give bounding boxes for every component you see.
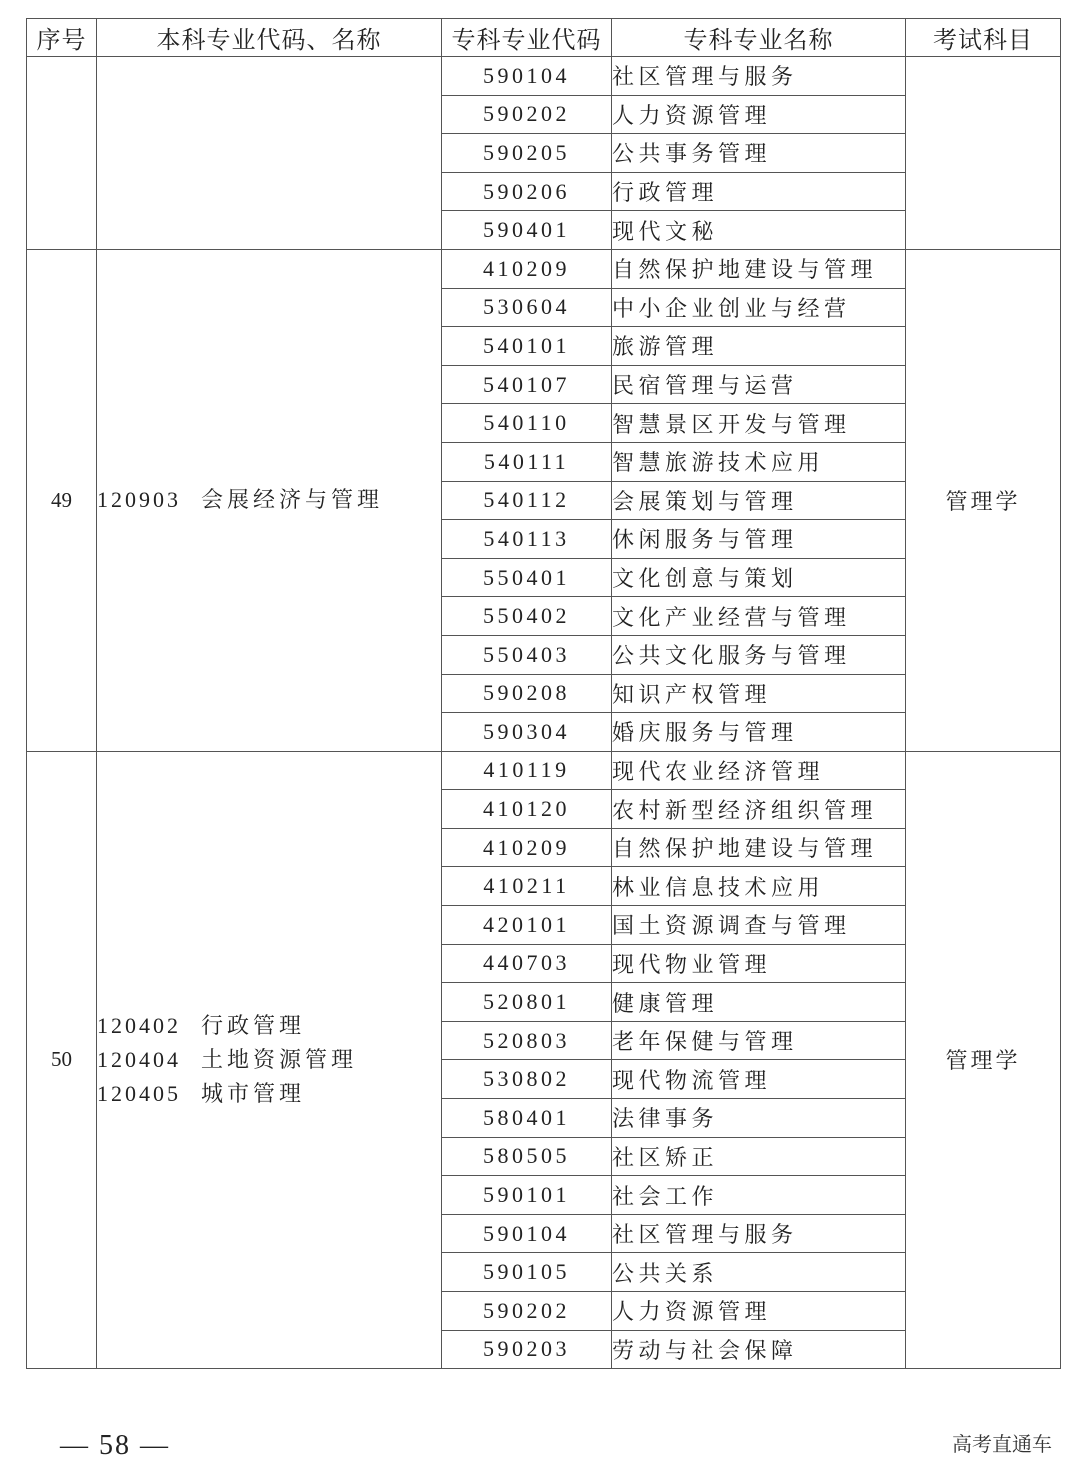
header-seq: 序号: [27, 19, 97, 57]
seq-cell: [27, 57, 97, 250]
seq-cell: 49: [27, 249, 97, 751]
exam-subject: 管理学: [906, 249, 1061, 751]
undergrad-major: [97, 1077, 441, 1111]
header-row: [27, 19, 1061, 57]
vocational-code: 590105: [442, 1253, 612, 1292]
vocational-name: 国土资源调查与管理: [612, 906, 906, 945]
vocational-name: 智慧旅游技术应用: [612, 442, 906, 481]
vocational-code: 590202: [442, 1292, 612, 1331]
undergrad-major: [97, 1043, 441, 1077]
table-row: [27, 57, 1061, 96]
undergrad-code: 120402: [97, 1012, 181, 1038]
vocational-name: 中小企业创业与经营: [612, 288, 906, 327]
undergrad-name: 城市管理: [201, 1081, 306, 1107]
vocational-code: 520801: [442, 983, 612, 1022]
vocational-code: 420101: [442, 906, 612, 945]
undergrad-cell: [97, 57, 442, 250]
vocational-code: 590304: [442, 713, 612, 752]
watermark: 高考直通车: [952, 1432, 1052, 1456]
undergrad-code: 120404: [97, 1046, 181, 1072]
vocational-code: 410209: [442, 249, 612, 288]
vocational-name: 社区矫正: [612, 1137, 906, 1176]
vocational-name: 婚庆服务与管理: [612, 713, 906, 752]
vocational-code: 550403: [442, 635, 612, 674]
vocational-name: 健康管理: [612, 983, 906, 1022]
vocational-code: 540113: [442, 520, 612, 559]
vocational-code: 580401: [442, 1099, 612, 1138]
vocational-code: 590203: [442, 1330, 612, 1369]
exam-subject: [906, 57, 1061, 250]
vocational-name: 老年保健与管理: [612, 1021, 906, 1060]
vocational-name: 会展策划与管理: [612, 481, 906, 520]
vocational-name: 公共关系: [612, 1253, 906, 1292]
undergrad-name: 会展经济与管理: [201, 488, 384, 514]
vocational-code: 550401: [442, 558, 612, 597]
table-header: [27, 19, 1061, 57]
vocational-name: 现代农业经济管理: [612, 751, 906, 790]
vocational-code: 540112: [442, 481, 612, 520]
vocational-name: 民宿管理与运营: [612, 365, 906, 404]
vocational-code: 410211: [442, 867, 612, 906]
vocational-code: 410209: [442, 828, 612, 867]
vocational-name: 行政管理: [612, 172, 906, 211]
vocational-name: 法律事务: [612, 1099, 906, 1138]
vocational-name: 林业信息技术应用: [612, 867, 906, 906]
vocational-name: 公共事务管理: [612, 134, 906, 173]
header-name: 专科专业名称: [612, 19, 906, 57]
header-undergrad: 本科专业代码、名称: [97, 19, 442, 57]
vocational-name: 社区管理与服务: [612, 57, 906, 96]
vocational-code: 590104: [442, 57, 612, 96]
undergrad-code: 120903: [97, 487, 181, 513]
vocational-code: 410120: [442, 790, 612, 829]
vocational-name: 现代文秘: [612, 211, 906, 250]
table-row: [27, 751, 1061, 790]
vocational-name: 劳动与社会保障: [612, 1330, 906, 1369]
vocational-code: 580505: [442, 1137, 612, 1176]
vocational-name: 文化创意与策划: [612, 558, 906, 597]
vocational-name: 知识产权管理: [612, 674, 906, 713]
vocational-code: 540101: [442, 327, 612, 366]
page-number: — 58 —: [60, 1430, 170, 1461]
header-code: 专科专业代码: [442, 19, 612, 57]
vocational-code: 520803: [442, 1021, 612, 1060]
undergrad-name: 行政管理: [201, 1013, 306, 1039]
vocational-code: 590202: [442, 95, 612, 134]
vocational-code: 550402: [442, 597, 612, 636]
vocational-name: 自然保护地建设与管理: [612, 249, 906, 288]
undergrad-major: [97, 1009, 441, 1043]
vocational-code: 540111: [442, 442, 612, 481]
table-body: [27, 57, 1061, 1369]
exam-subject: 管理学: [906, 751, 1061, 1369]
vocational-code: 590104: [442, 1214, 612, 1253]
vocational-code: 590206: [442, 172, 612, 211]
vocational-name: 人力资源管理: [612, 1292, 906, 1331]
undergrad-name: 土地资源管理: [201, 1047, 358, 1073]
vocational-name: 社会工作: [612, 1176, 906, 1215]
table-row: [27, 249, 1061, 288]
vocational-code: 590101: [442, 1176, 612, 1215]
vocational-name: 公共文化服务与管理: [612, 635, 906, 674]
vocational-name: 人力资源管理: [612, 95, 906, 134]
vocational-name: 农村新型经济组织管理: [612, 790, 906, 829]
vocational-code: 410119: [442, 751, 612, 790]
seq-cell: 50: [27, 751, 97, 1369]
vocational-name: 现代物业管理: [612, 944, 906, 983]
vocational-code: 540107: [442, 365, 612, 404]
vocational-name: 智慧景区开发与管理: [612, 404, 906, 443]
vocational-code: 590401: [442, 211, 612, 250]
vocational-name: 现代物流管理: [612, 1060, 906, 1099]
undergrad-code: 120405: [97, 1080, 181, 1106]
vocational-name: 文化产业经营与管理: [612, 597, 906, 636]
undergrad-cell: [97, 751, 442, 1369]
vocational-code: 590205: [442, 134, 612, 173]
vocational-name: 旅游管理: [612, 327, 906, 366]
undergrad-cell: [97, 249, 442, 751]
vocational-code: 590208: [442, 674, 612, 713]
vocational-code: 530802: [442, 1060, 612, 1099]
vocational-code: 440703: [442, 944, 612, 983]
vocational-name: 休闲服务与管理: [612, 520, 906, 559]
vocational-code: 540110: [442, 404, 612, 443]
major-table: [26, 18, 1061, 1369]
vocational-name: 社区管理与服务: [612, 1214, 906, 1253]
undergrad-major: [97, 483, 441, 517]
vocational-code: 530604: [442, 288, 612, 327]
vocational-name: 自然保护地建设与管理: [612, 828, 906, 867]
header-subject: 考试科目: [906, 19, 1061, 57]
